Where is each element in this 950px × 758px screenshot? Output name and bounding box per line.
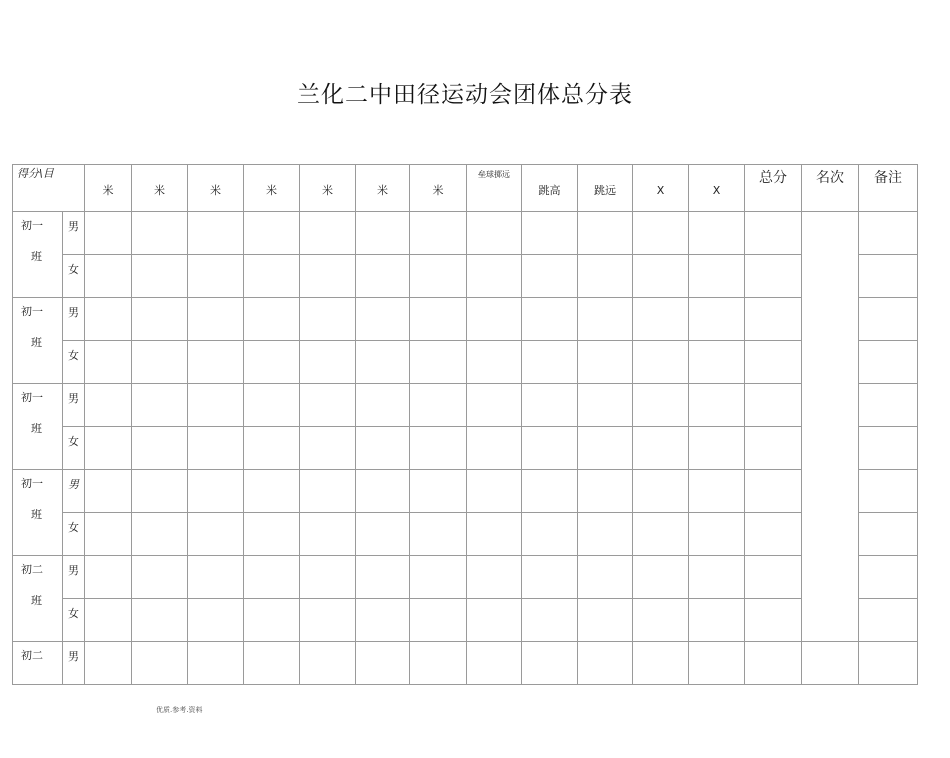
col-header-event-5: 米 <box>300 165 356 212</box>
col-header-rank: 名次 <box>802 165 859 212</box>
total-cell[interactable] <box>745 556 802 599</box>
class-cell <box>13 298 63 384</box>
score-cell[interactable] <box>522 599 578 642</box>
score-cell[interactable] <box>467 384 522 427</box>
score-cell[interactable] <box>522 384 578 427</box>
class-label: 初二 <box>21 649 43 662</box>
score-cell[interactable] <box>85 599 132 642</box>
score-cell[interactable] <box>410 298 467 341</box>
score-cell[interactable] <box>85 513 132 556</box>
score-cell[interactable] <box>300 556 356 599</box>
score-cell[interactable] <box>188 384 244 427</box>
col-header-total: 总分 <box>745 165 802 212</box>
score-cell[interactable] <box>85 427 132 470</box>
class-suffix: 班 <box>31 250 42 263</box>
score-cell[interactable] <box>410 255 467 298</box>
score-cell[interactable] <box>300 470 356 513</box>
sex-cell-female: 女 <box>63 341 85 384</box>
total-cell[interactable] <box>745 427 802 470</box>
total-cell[interactable] <box>745 599 802 642</box>
score-cell[interactable] <box>467 212 522 255</box>
corner-header: 得分\目 <box>13 165 85 212</box>
score-cell[interactable] <box>244 427 300 470</box>
class-suffix: 班 <box>31 422 42 435</box>
score-cell[interactable] <box>467 255 522 298</box>
score-cell[interactable] <box>300 384 356 427</box>
sex-cell-male: 男 <box>63 298 85 341</box>
score-cell[interactable] <box>633 642 689 685</box>
score-cell[interactable] <box>522 642 578 685</box>
score-cell[interactable] <box>689 556 745 599</box>
score-cell[interactable] <box>356 384 410 427</box>
remark-cell[interactable] <box>859 470 918 513</box>
remark-cell[interactable] <box>859 255 918 298</box>
sex-cell-male: 男 <box>63 470 85 513</box>
table-row <box>13 642 918 685</box>
table-row <box>13 599 918 642</box>
class-label: 初二 <box>21 563 43 576</box>
col-header-event-1: 米 <box>85 165 132 212</box>
score-cell[interactable] <box>300 427 356 470</box>
score-cell[interactable] <box>132 212 188 255</box>
score-cell[interactable] <box>300 298 356 341</box>
sex-cell-female: 女 <box>63 427 85 470</box>
score-cell[interactable] <box>356 341 410 384</box>
sex-cell-male: 男 <box>63 642 85 685</box>
score-cell[interactable] <box>689 427 745 470</box>
class-cell <box>13 212 63 298</box>
score-cell[interactable] <box>689 255 745 298</box>
score-cell[interactable] <box>356 599 410 642</box>
score-cell[interactable] <box>467 341 522 384</box>
table-row <box>13 255 918 298</box>
score-cell[interactable] <box>467 599 522 642</box>
total-cell[interactable] <box>745 255 802 298</box>
remark-cell[interactable] <box>859 212 918 255</box>
score-cell[interactable] <box>85 384 132 427</box>
score-cell[interactable] <box>85 298 132 341</box>
col-header-event-4: 米 <box>244 165 300 212</box>
score-cell[interactable] <box>300 599 356 642</box>
score-cell[interactable] <box>188 642 244 685</box>
score-cell[interactable] <box>132 642 188 685</box>
sex-cell-male: 男 <box>63 384 85 427</box>
sex-cell-female: 女 <box>63 513 85 556</box>
score-cell[interactable] <box>633 298 689 341</box>
remark-cell[interactable] <box>859 599 918 642</box>
table-row <box>13 470 918 513</box>
col-header-softball: 垒球掷远 <box>467 165 522 212</box>
score-cell[interactable] <box>300 642 356 685</box>
class-label: 初一 <box>21 305 43 318</box>
score-cell[interactable] <box>85 212 132 255</box>
score-cell[interactable] <box>300 341 356 384</box>
score-cell[interactable] <box>188 341 244 384</box>
score-cell[interactable] <box>244 212 300 255</box>
sex-cell-male: 男 <box>63 212 85 255</box>
score-cell[interactable] <box>85 470 132 513</box>
score-cell[interactable] <box>522 298 578 341</box>
score-cell[interactable] <box>410 513 467 556</box>
total-cell[interactable] <box>745 513 802 556</box>
score-cell[interactable] <box>689 599 745 642</box>
score-cell[interactable] <box>188 212 244 255</box>
table-row <box>13 556 918 599</box>
score-cell[interactable] <box>188 599 244 642</box>
score-cell[interactable] <box>522 427 578 470</box>
score-cell[interactable] <box>356 556 410 599</box>
class-cell <box>13 470 63 556</box>
class-label: 初一 <box>21 391 43 404</box>
score-cell[interactable] <box>689 513 745 556</box>
score-cell[interactable] <box>244 470 300 513</box>
rank-cell[interactable] <box>802 642 859 685</box>
table-row <box>13 212 918 255</box>
remark-cell[interactable] <box>859 513 918 556</box>
score-cell[interactable] <box>578 341 633 384</box>
score-cell[interactable] <box>85 341 132 384</box>
table-row <box>13 427 918 470</box>
score-cell[interactable] <box>689 642 745 685</box>
score-cell[interactable] <box>467 298 522 341</box>
score-cell[interactable] <box>467 556 522 599</box>
col-header-x-2: X <box>689 165 745 212</box>
col-header-remarks: 备注 <box>859 165 918 212</box>
score-cell[interactable] <box>244 642 300 685</box>
table-row <box>13 384 918 427</box>
score-cell[interactable] <box>132 255 188 298</box>
table-row <box>13 341 918 384</box>
score-cell[interactable] <box>356 470 410 513</box>
score-cell[interactable] <box>85 642 132 685</box>
col-header-x-1: X <box>633 165 689 212</box>
score-cell[interactable] <box>300 255 356 298</box>
rank-cell[interactable] <box>802 212 859 642</box>
class-cell <box>13 642 63 685</box>
score-cell[interactable] <box>244 341 300 384</box>
score-cell[interactable] <box>467 513 522 556</box>
score-cell[interactable] <box>467 427 522 470</box>
score-cell[interactable] <box>356 298 410 341</box>
class-suffix: 班 <box>31 336 42 349</box>
score-cell[interactable] <box>188 513 244 556</box>
score-cell[interactable] <box>410 427 467 470</box>
score-cell[interactable] <box>244 599 300 642</box>
score-cell[interactable] <box>410 212 467 255</box>
class-cell <box>13 384 63 470</box>
score-cell[interactable] <box>689 212 745 255</box>
score-cell[interactable] <box>410 599 467 642</box>
score-cell[interactable] <box>188 298 244 341</box>
score-cell[interactable] <box>356 255 410 298</box>
score-cell[interactable] <box>578 642 633 685</box>
table-row <box>13 298 918 341</box>
class-suffix: 班 <box>31 594 42 607</box>
score-cell[interactable] <box>188 556 244 599</box>
remark-cell[interactable] <box>859 384 918 427</box>
score-cell[interactable] <box>522 470 578 513</box>
header-row <box>13 165 918 212</box>
score-cell[interactable] <box>132 513 188 556</box>
class-label: 初一 <box>21 477 43 490</box>
score-cell[interactable] <box>467 642 522 685</box>
total-cell[interactable] <box>745 642 802 685</box>
score-cell[interactable] <box>132 427 188 470</box>
remark-cell[interactable] <box>859 642 918 685</box>
score-cell[interactable] <box>689 384 745 427</box>
col-header-high-jump: 跳高 <box>522 165 578 212</box>
score-cell[interactable] <box>633 341 689 384</box>
score-cell[interactable] <box>356 212 410 255</box>
score-cell[interactable] <box>633 427 689 470</box>
score-cell[interactable] <box>633 470 689 513</box>
remark-cell[interactable] <box>859 556 918 599</box>
score-cell[interactable] <box>522 212 578 255</box>
score-cell[interactable] <box>132 599 188 642</box>
sex-cell-male: 男 <box>63 556 85 599</box>
class-cell <box>13 556 63 642</box>
score-cell[interactable] <box>633 556 689 599</box>
score-cell[interactable] <box>633 212 689 255</box>
total-cell[interactable] <box>745 341 802 384</box>
col-header-event-2: 米 <box>132 165 188 212</box>
score-cell[interactable] <box>578 212 633 255</box>
score-cell[interactable] <box>578 513 633 556</box>
score-cell[interactable] <box>410 384 467 427</box>
remark-cell[interactable] <box>859 427 918 470</box>
score-cell[interactable] <box>578 470 633 513</box>
score-cell[interactable] <box>522 556 578 599</box>
score-table <box>12 164 918 685</box>
sex-cell-female: 女 <box>63 255 85 298</box>
col-header-event-7: 米 <box>410 165 467 212</box>
score-cell[interactable] <box>633 255 689 298</box>
score-cell[interactable] <box>578 556 633 599</box>
score-cell[interactable] <box>522 341 578 384</box>
score-cell[interactable] <box>578 599 633 642</box>
total-cell[interactable] <box>745 298 802 341</box>
class-suffix: 班 <box>31 508 42 521</box>
score-cell[interactable] <box>132 470 188 513</box>
col-header-event-3: 米 <box>188 165 244 212</box>
score-cell[interactable] <box>85 556 132 599</box>
score-cell[interactable] <box>244 513 300 556</box>
score-cell[interactable] <box>244 384 300 427</box>
score-cell[interactable] <box>689 298 745 341</box>
col-header-event-6: 米 <box>356 165 410 212</box>
remark-cell[interactable] <box>859 341 918 384</box>
score-cell[interactable] <box>188 255 244 298</box>
score-cell[interactable] <box>522 255 578 298</box>
score-cell[interactable] <box>132 298 188 341</box>
score-cell[interactable] <box>689 341 745 384</box>
col-header-long-jump: 跳远 <box>578 165 633 212</box>
score-cell[interactable] <box>578 427 633 470</box>
score-cell[interactable] <box>244 255 300 298</box>
score-cell[interactable] <box>689 470 745 513</box>
score-cell[interactable] <box>633 513 689 556</box>
class-label: 初一 <box>21 219 43 232</box>
score-cell[interactable] <box>244 298 300 341</box>
score-cell[interactable] <box>578 255 633 298</box>
score-cell[interactable] <box>410 642 467 685</box>
page-title: 兰化二中田径运动会团体总分表 <box>297 82 633 108</box>
score-cell[interactable] <box>410 470 467 513</box>
score-cell[interactable] <box>356 642 410 685</box>
score-cell[interactable] <box>633 384 689 427</box>
score-cell[interactable] <box>467 470 522 513</box>
score-cell[interactable] <box>300 212 356 255</box>
footer-note: 优质.参考.资料 <box>156 706 203 714</box>
table-row <box>13 513 918 556</box>
score-cell[interactable] <box>188 427 244 470</box>
total-cell[interactable] <box>745 384 802 427</box>
total-cell[interactable] <box>745 470 802 513</box>
score-cell[interactable] <box>578 298 633 341</box>
score-cell[interactable] <box>522 513 578 556</box>
remark-cell[interactable] <box>859 298 918 341</box>
sex-cell-female: 女 <box>63 599 85 642</box>
score-cell[interactable] <box>132 384 188 427</box>
score-cell[interactable] <box>578 384 633 427</box>
score-cell[interactable] <box>633 599 689 642</box>
score-cell[interactable] <box>188 470 244 513</box>
score-cell[interactable] <box>300 513 356 556</box>
total-cell[interactable] <box>745 212 802 255</box>
score-cell[interactable] <box>410 341 467 384</box>
score-cell[interactable] <box>132 556 188 599</box>
score-cell[interactable] <box>356 427 410 470</box>
score-cell[interactable] <box>244 556 300 599</box>
score-cell[interactable] <box>356 513 410 556</box>
score-cell[interactable] <box>85 255 132 298</box>
score-cell[interactable] <box>132 341 188 384</box>
score-cell[interactable] <box>410 556 467 599</box>
